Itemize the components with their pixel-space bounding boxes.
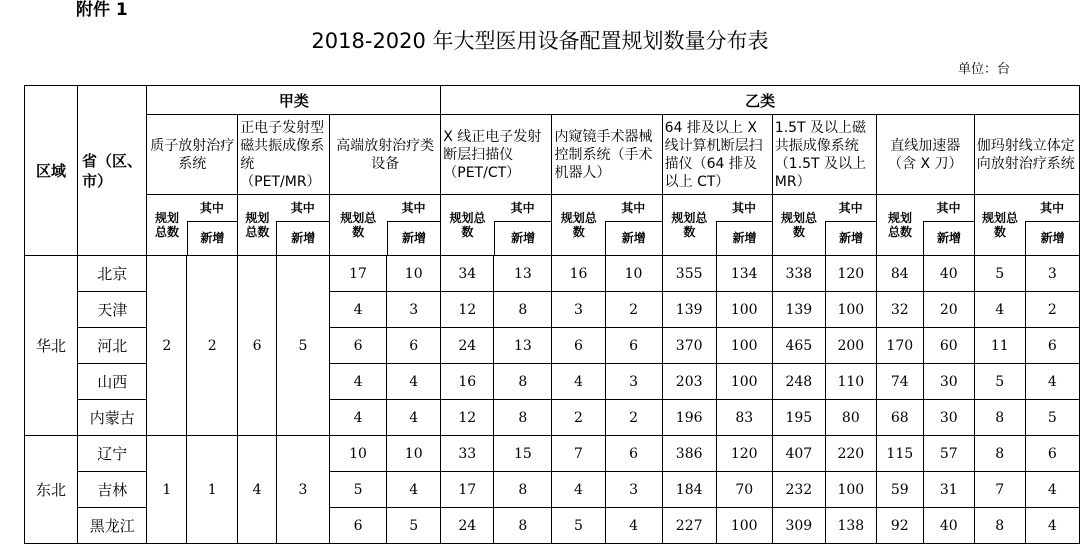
- value-cell: 6: [605, 328, 662, 364]
- new-added-label: 新增: [825, 221, 876, 255]
- value-cell: 6: [605, 436, 662, 472]
- value-cell: 24: [441, 508, 494, 544]
- of-which-label: 其中: [401, 201, 426, 215]
- value-cell: 40: [923, 256, 974, 292]
- value-cell: 33: [441, 436, 494, 472]
- value-cell: 100: [825, 292, 876, 328]
- class-a-value-cell: 2: [147, 256, 187, 436]
- value-cell: 8: [974, 436, 1025, 472]
- of-which-label: 其中: [510, 201, 535, 215]
- value-cell: 100: [825, 472, 876, 508]
- value-cell: 24: [441, 328, 494, 364]
- value-cell: 84: [876, 256, 923, 292]
- province-header: 省（区、市）: [78, 86, 147, 256]
- class-a-value-cell: 6: [238, 256, 277, 436]
- value-cell: 92: [876, 508, 923, 544]
- equipment-header-petmr: 正电子发射型磁共振成像系统（PET/MR）: [238, 115, 330, 195]
- value-cell: 139: [662, 292, 716, 328]
- new-added-label: 新增: [1025, 221, 1079, 255]
- new-added-label: 新增: [923, 221, 974, 255]
- value-cell: 6: [330, 508, 387, 544]
- value-cell: 13: [494, 328, 552, 364]
- value-cell: 5: [330, 472, 387, 508]
- province-cell: 辽宁: [78, 436, 147, 472]
- of-which-label: 其中: [936, 201, 961, 215]
- of-which-label: 其中: [290, 201, 315, 215]
- value-cell: 8: [494, 292, 552, 328]
- province-cell: 内蒙古: [78, 400, 147, 436]
- plan-total-header: 规划总数: [662, 195, 716, 256]
- value-cell: 10: [387, 256, 441, 292]
- value-cell: 40: [923, 508, 974, 544]
- value-cell: 100: [716, 328, 772, 364]
- value-cell: 2: [605, 400, 662, 436]
- of-which-cell: [1025, 195, 1079, 256]
- header-row-equipment: [25, 115, 1080, 195]
- equipment-header-radiotherapy: 高端放射治疗类设备: [330, 115, 441, 195]
- of-which-label: 其中: [621, 201, 646, 215]
- value-cell: 4: [1025, 472, 1079, 508]
- value-cell: 184: [662, 472, 716, 508]
- class-a-value-cell: 2: [187, 256, 238, 436]
- equipment-header-linac: 直线加速器（含 X 刀）: [876, 115, 974, 195]
- value-cell: 232: [772, 472, 825, 508]
- plan-total-header: 规划总数: [552, 195, 605, 256]
- value-cell: 120: [716, 436, 772, 472]
- value-cell: 8: [494, 508, 552, 544]
- value-cell: 15: [494, 436, 552, 472]
- new-added-label: 新增: [605, 221, 662, 255]
- value-cell: 10: [605, 256, 662, 292]
- class-a-value-cell: 5: [276, 256, 329, 436]
- plan-total-header: 规划总数: [441, 195, 494, 256]
- region-cell: 东北: [25, 436, 78, 544]
- plan-total-header: 规划总数: [238, 195, 277, 256]
- province-cell: 山西: [78, 364, 147, 400]
- plan-total-header: 规划总数: [772, 195, 825, 256]
- equipment-header-mr: 1.5T 及以上磁共振成像系统（1.5T 及以上 MR）: [772, 115, 876, 195]
- value-cell: 6: [1025, 436, 1079, 472]
- value-cell: 4: [387, 472, 441, 508]
- value-cell: 465: [772, 328, 825, 364]
- value-cell: 4: [330, 292, 387, 328]
- value-cell: 4: [330, 364, 387, 400]
- value-cell: 30: [923, 400, 974, 436]
- plan-total-header: 规划总数: [876, 195, 923, 256]
- value-cell: 120: [825, 256, 876, 292]
- value-cell: 2: [605, 292, 662, 328]
- value-cell: 59: [876, 472, 923, 508]
- class-a-value-cell: 4: [238, 436, 277, 544]
- value-cell: 407: [772, 436, 825, 472]
- value-cell: 30: [923, 364, 974, 400]
- value-cell: 4: [387, 400, 441, 436]
- value-cell: 5: [387, 508, 441, 544]
- class-a-value-cell: 1: [187, 436, 238, 544]
- value-cell: 60: [923, 328, 974, 364]
- of-which-label: 其中: [731, 201, 756, 215]
- header-row-class: [25, 86, 1080, 115]
- value-cell: 3: [387, 292, 441, 328]
- value-cell: 6: [387, 328, 441, 364]
- value-cell: 31: [923, 472, 974, 508]
- value-cell: 4: [1025, 508, 1079, 544]
- value-cell: 248: [772, 364, 825, 400]
- new-added-label: 新增: [187, 221, 238, 255]
- value-cell: 5: [974, 256, 1025, 292]
- plan-total-header: 规划总数: [330, 195, 387, 256]
- value-cell: 20: [923, 292, 974, 328]
- new-added-label: 新增: [494, 221, 552, 255]
- value-cell: 80: [825, 400, 876, 436]
- plan-total-header: 规划总数: [974, 195, 1025, 256]
- value-cell: 3: [552, 292, 605, 328]
- value-cell: 16: [552, 256, 605, 292]
- province-cell: 吉林: [78, 472, 147, 508]
- value-cell: 200: [825, 328, 876, 364]
- equipment-header-robot: 内窥镜手术器械控制系统（手术机器人）: [552, 115, 662, 195]
- value-cell: 74: [876, 364, 923, 400]
- equipment-header-petct: X 线正电子发射断层扫描仪（PET/CT）: [441, 115, 552, 195]
- value-cell: 12: [441, 292, 494, 328]
- value-cell: 57: [923, 436, 974, 472]
- of-which-cell: [494, 195, 552, 256]
- value-cell: 138: [825, 508, 876, 544]
- province-cell: 黑龙江: [78, 508, 147, 544]
- value-cell: 83: [716, 400, 772, 436]
- value-cell: 10: [330, 436, 387, 472]
- new-added-label: 新增: [387, 221, 441, 255]
- value-cell: 115: [876, 436, 923, 472]
- value-cell: 8: [494, 400, 552, 436]
- plan-total-header: 规划总数: [147, 195, 187, 256]
- value-cell: 4: [387, 364, 441, 400]
- of-which-cell: [187, 195, 238, 256]
- value-cell: 6: [552, 328, 605, 364]
- value-cell: 370: [662, 328, 716, 364]
- value-cell: 7: [974, 472, 1025, 508]
- province-cell: 天津: [78, 292, 147, 328]
- of-which-cell: [923, 195, 974, 256]
- value-cell: 7: [552, 436, 605, 472]
- value-cell: 8: [974, 508, 1025, 544]
- value-cell: 17: [330, 256, 387, 292]
- value-cell: 170: [876, 328, 923, 364]
- value-cell: 227: [662, 508, 716, 544]
- value-cell: 34: [441, 256, 494, 292]
- class-b-header: 乙类: [441, 86, 1080, 115]
- new-added-label: 新增: [276, 221, 329, 255]
- value-cell: 3: [605, 472, 662, 508]
- of-which-label: 其中: [199, 201, 224, 215]
- equipment-header-gamma: 伽玛射线立体定向放射治疗系统: [974, 115, 1079, 195]
- of-which-cell: [387, 195, 441, 256]
- of-which-label: 其中: [838, 201, 863, 215]
- value-cell: 4: [330, 400, 387, 436]
- value-cell: 100: [716, 292, 772, 328]
- value-cell: 8: [494, 364, 552, 400]
- value-cell: 338: [772, 256, 825, 292]
- value-cell: 12: [441, 400, 494, 436]
- value-cell: 110: [825, 364, 876, 400]
- value-cell: 195: [772, 400, 825, 436]
- value-cell: 5: [1025, 400, 1079, 436]
- value-cell: 100: [716, 364, 772, 400]
- equipment-header-ct: 64 排及以上 X 线计算机断层扫描仪（64 排及以上 CT）: [662, 115, 772, 195]
- equipment-table: [24, 85, 1080, 544]
- value-cell: 203: [662, 364, 716, 400]
- region-cell: 华北: [25, 256, 78, 436]
- new-added-label: 新增: [716, 221, 772, 255]
- value-cell: 70: [716, 472, 772, 508]
- of-which-cell: [825, 195, 876, 256]
- value-cell: 220: [825, 436, 876, 472]
- value-cell: 386: [662, 436, 716, 472]
- value-cell: 8: [974, 400, 1025, 436]
- value-cell: 4: [1025, 364, 1079, 400]
- of-which-cell: [716, 195, 772, 256]
- value-cell: 68: [876, 400, 923, 436]
- table-row: [25, 256, 1080, 292]
- province-cell: 河北: [78, 328, 147, 364]
- province-cell: 北京: [78, 256, 147, 292]
- value-cell: 13: [494, 256, 552, 292]
- value-cell: 6: [1025, 328, 1079, 364]
- value-cell: 4: [605, 508, 662, 544]
- value-cell: 2: [1025, 292, 1079, 328]
- value-cell: 139: [772, 292, 825, 328]
- value-cell: 11: [974, 328, 1025, 364]
- value-cell: 4: [552, 472, 605, 508]
- value-cell: 6: [330, 328, 387, 364]
- value-cell: 100: [716, 508, 772, 544]
- table-row: [25, 436, 1080, 472]
- value-cell: 5: [974, 364, 1025, 400]
- value-cell: 134: [716, 256, 772, 292]
- value-cell: 4: [974, 292, 1025, 328]
- header-row-sub: [25, 195, 1080, 256]
- value-cell: 2: [552, 400, 605, 436]
- value-cell: 309: [772, 508, 825, 544]
- value-cell: 10: [387, 436, 441, 472]
- region-header: 区域: [25, 86, 78, 256]
- attachment-label: 附件 1: [76, 0, 128, 20]
- equipment-header-proton: 质子放射治疗系统: [147, 115, 238, 195]
- value-cell: 8: [494, 472, 552, 508]
- page-title: 2018-2020 年大型医用设备配置规划数量分布表: [311, 29, 769, 53]
- of-which-label: 其中: [1040, 201, 1065, 215]
- value-cell: 355: [662, 256, 716, 292]
- value-cell: 32: [876, 292, 923, 328]
- value-cell: 4: [552, 364, 605, 400]
- class-a-value-cell: 3: [276, 436, 329, 544]
- of-which-cell: [605, 195, 662, 256]
- value-cell: 196: [662, 400, 716, 436]
- class-a-value-cell: 1: [147, 436, 187, 544]
- of-which-cell: [276, 195, 329, 256]
- unit-label: 单位：台: [958, 62, 1011, 77]
- value-cell: 3: [605, 364, 662, 400]
- value-cell: 5: [552, 508, 605, 544]
- value-cell: 16: [441, 364, 494, 400]
- value-cell: 3: [1025, 256, 1079, 292]
- class-a-header: 甲类: [147, 86, 441, 115]
- value-cell: 17: [441, 472, 494, 508]
